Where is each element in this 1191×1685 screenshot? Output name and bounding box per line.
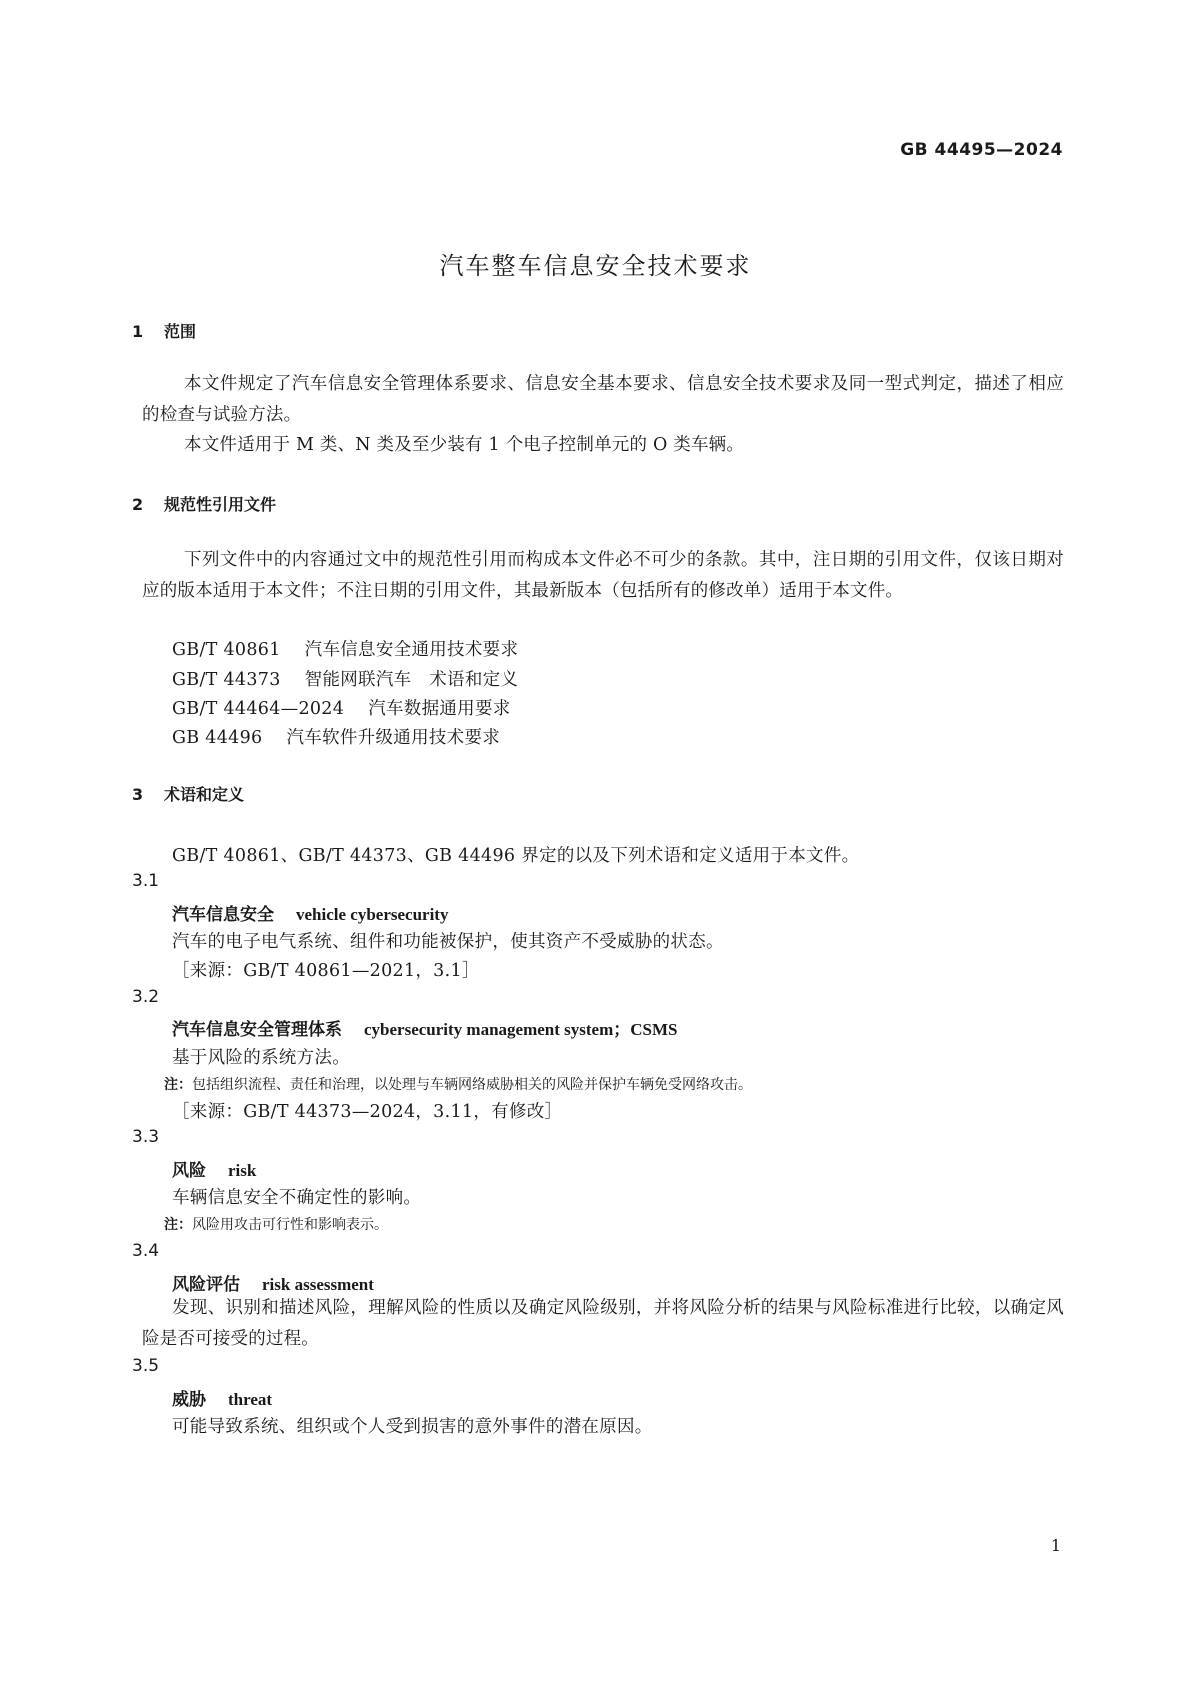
- reference-item: [172, 695, 511, 720]
- term-definition: 汽车的电子电气系统、组件和功能被保护，使其资产不受威胁的状态。: [172, 932, 724, 952]
- term-number: 3.2: [132, 987, 160, 1007]
- note-text: 风险用攻击可行性和影响表示。: [192, 1217, 388, 1233]
- reference-title: 汽车信息安全通用技术要求: [304, 640, 519, 660]
- section-title: 范围: [164, 322, 197, 341]
- term-number: 3.4: [132, 1241, 160, 1261]
- section-title: 规范性引用文件: [164, 495, 277, 514]
- section-number: 2: [132, 495, 144, 514]
- section-title: 术语和定义: [164, 785, 245, 804]
- reference-code: GB/T 40861: [172, 640, 281, 660]
- reference-code: GB/T 44373: [172, 670, 281, 690]
- term-definition: 基于风险的系统方法。: [172, 1048, 350, 1068]
- reference-title: 汽车数据通用要求: [368, 699, 511, 719]
- term-heading: [172, 900, 448, 925]
- reference-item: [172, 666, 518, 691]
- terms-intro: GB/T 40861、GB/T 44373、GB 44496 界定的以及下列术语和定义适用于本文件。: [172, 846, 860, 866]
- section-2-heading: [132, 492, 276, 515]
- term-zh: 汽车信息安全管理体系: [172, 1020, 342, 1040]
- note-label: 注：: [164, 1077, 192, 1093]
- term-zh: 风险评估: [172, 1275, 240, 1295]
- section-number: 1: [132, 322, 144, 341]
- term-source: ［来源：GB/T 44373—2024，3.11，有修改］: [172, 1102, 563, 1122]
- term-note: [164, 1074, 752, 1094]
- reference-title: 汽车软件升级通用技术要求: [286, 728, 501, 748]
- reference-item: [172, 636, 518, 661]
- section-number: 3: [132, 785, 144, 804]
- document-title: 汽车整车信息安全技术要求: [439, 252, 752, 280]
- reference-item: [172, 724, 500, 749]
- term-zh: 威胁: [172, 1390, 206, 1410]
- term-note: [164, 1214, 388, 1234]
- section-1-heading: [132, 319, 196, 342]
- term-en: threat: [228, 1390, 273, 1409]
- page-number: 1: [1050, 1536, 1061, 1555]
- term-en: vehicle cybersecurity: [296, 905, 449, 924]
- reference-code: GB 44496: [172, 728, 263, 748]
- term-heading: [172, 1015, 678, 1040]
- term-zh: 汽车信息安全: [172, 905, 274, 925]
- scope-paragraph-1: 本文件规定了汽车信息安全管理体系要求、信息安全基本要求、信息安全技术要求及同一型式判定，描述了相应的检查与试验方法。: [142, 374, 1064, 425]
- term-en: risk assessment: [262, 1275, 374, 1294]
- note-label: 注：: [164, 1217, 192, 1233]
- reference-title: 智能网联汽车 术语和定义: [304, 670, 519, 690]
- term-heading: [172, 1385, 272, 1410]
- term-heading: [172, 1270, 374, 1295]
- term-source: ［来源：GB/T 40861—2021，3.1］: [172, 961, 480, 981]
- term-number: 3.5: [132, 1356, 160, 1376]
- note-text: 包括组织流程、责任和治理，以处理与车辆网络威胁相关的风险并保护车辆免受网络攻击。: [192, 1077, 752, 1093]
- normative-intro-paragraph: 下列文件中的内容通过文中的规范性引用而构成本文件必不可少的条款。其中，注日期的引用文件，仅该日期对应的版本适用于本文件；不注日期的引用文件，其最新版本（包括所有的修改单）适用于本文件。: [142, 550, 1064, 601]
- term-heading: [172, 1156, 256, 1181]
- scope-paragraph-2: 本文件适用于 M 类、N 类及至少装有 1 个电子控制单元的 O 类车辆。: [184, 435, 745, 455]
- term-zh: 风险: [172, 1161, 206, 1181]
- standard-code: GB 44495—2024: [900, 140, 1063, 160]
- term-en: cybersecurity management system；CSMS: [364, 1020, 678, 1039]
- term-definition: 车辆信息安全不确定性的影响。: [172, 1188, 422, 1208]
- section-3-heading: [132, 782, 244, 805]
- term-definition: 发现、识别和描述风险，理解风险的性质以及确定风险级别，并将风险分析的结果与风险标准进行比较，以确定风险是否可接受的过程。: [142, 1298, 1064, 1349]
- term-number: 3.1: [132, 871, 160, 891]
- term-en: risk: [228, 1161, 257, 1180]
- term-number: 3.3: [132, 1127, 160, 1147]
- reference-code: GB/T 44464—2024: [172, 699, 345, 719]
- term-definition: 可能导致系统、组织或个人受到损害的意外事件的潜在原因。: [172, 1417, 653, 1437]
